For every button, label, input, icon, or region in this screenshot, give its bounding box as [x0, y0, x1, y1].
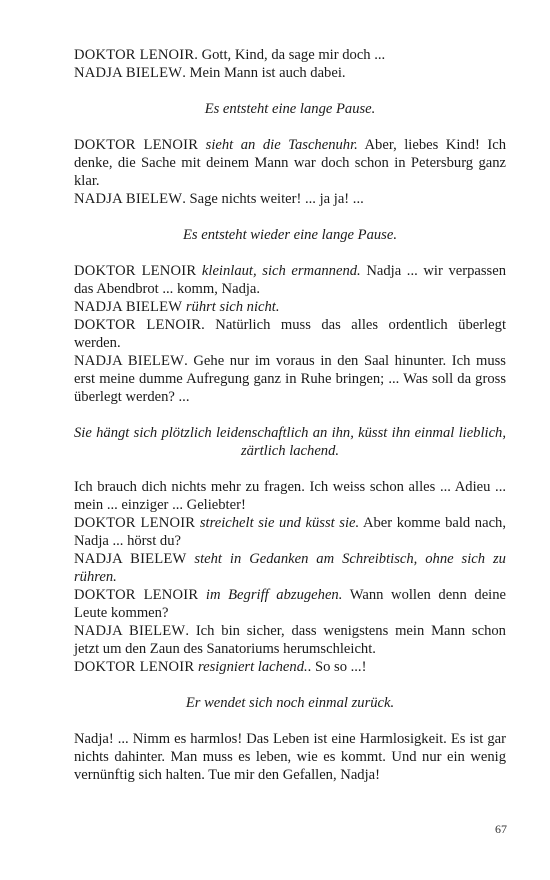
dialogue-text: . Gott, Kind, da sage mir doch ... [194, 47, 386, 63]
play-text [74, 46, 506, 784]
speaker-name: DOKTOR LENOIR [74, 587, 199, 603]
dialogue-text: . So so ...! [307, 659, 367, 675]
speaker-name: NADJA BIELEW [74, 353, 185, 369]
dialogue-line [74, 550, 506, 586]
dialogue-line [74, 190, 506, 208]
dialogue-line [74, 514, 506, 550]
inline-direction: im Begriff abzugehen. [205, 587, 343, 603]
page-number: 67 [495, 822, 507, 836]
dialogue-text: . Gehe nur im voraus in den Saal hinunter. Ich muss erst meine dumme Aufregung ganz in Ruhe bringen; ... Was soll da gross überlegt werden? ... [74, 353, 506, 405]
dialogue-line [74, 64, 506, 82]
inline-direction: resigniert lachend. [197, 659, 308, 675]
dialogue-text: Aber komme bald nach, Nadja ... hörst du? [74, 515, 507, 549]
dialogue-line [74, 262, 506, 298]
dialogue-line [74, 478, 506, 514]
dialogue-text: Nadja! ... Nimm es harmlos! Das Leben ist eine Harmlosigkeit. Es ist gar nichts dahinter. Man muss es leben, wie es kommt. Und nur ein wenig vernünftig sich halten. Tue mir den Gefallen, Nadja! [74, 731, 506, 783]
dialogue-text: . Sage nichts weiter! ... ja ja! ... [182, 191, 364, 207]
speaker-name: DOKTOR LENOIR [74, 263, 197, 279]
speaker-name: DOKTOR LENOIR [74, 137, 199, 153]
dialogue-text: Nadja ... wir verpassen das Abendbrot ... komm, Nadja. [74, 263, 506, 297]
dialogue-line [74, 46, 506, 64]
speaker-name: DOKTOR LENOIR [74, 659, 195, 675]
dialogue-line [74, 136, 506, 190]
dialogue-line [74, 298, 506, 316]
speaker-name: NADJA BIELEW [74, 551, 187, 567]
inline-direction: streichelt sie und küsst sie. [199, 515, 360, 531]
dialogue-line [74, 352, 506, 406]
dialogue-text: Aber, liebes Kind! Ich denke, die Sache mit deinem Mann war doch schon in Petersburg ganz klar. [74, 137, 506, 189]
speaker-name: DOKTOR LENOIR [74, 515, 196, 531]
inline-direction: kleinlaut, sich ermannend. [201, 263, 361, 279]
speaker-name: NADJA BIELEW [74, 191, 183, 207]
dialogue-text: . Ich bin sicher, dass wenigstens mein Mann schon jetzt um den Zaun des Sanatoriums herumschleicht. [74, 623, 506, 657]
inline-direction: steht in Gedanken am Schreibtisch, ohne sich zu rühren. [74, 551, 506, 585]
dialogue-text: . Natürlich muss das alles ordentlich überlegt werden. [74, 317, 506, 351]
speaker-name: NADJA BIELEW [74, 623, 186, 639]
dialogue-line [74, 622, 506, 658]
speaker-name: DOKTOR LENOIR [74, 317, 202, 333]
dialogue-line [74, 730, 506, 784]
dialogue-text: Wann wollen denn deine Leute kommen? [74, 587, 506, 621]
speaker-name: NADJA BIELEW [74, 299, 183, 315]
inline-direction: sieht an die Taschenuhr. [205, 137, 358, 153]
stage-direction: Sie hängt sich plötzlich leidenschaftlich an ihn, küsst ihn einmal lieblich, zärtlich lachend. [74, 425, 506, 459]
stage-direction: Es entsteht wieder eine lange Pause. [183, 227, 397, 243]
speaker-name: NADJA BIELEW [74, 65, 183, 81]
dialogue-text: . Mein Mann ist auch dabei. [182, 65, 346, 81]
inline-direction: rührt sich nicht. [185, 299, 280, 315]
dialogue-line [74, 658, 506, 676]
stage-direction: Er wendet sich noch einmal zurück. [185, 695, 395, 711]
dialogue-line [74, 316, 506, 352]
dialogue-text: Ich brauch dich nichts mehr zu fragen. Ich weiss schon alles ... Adieu ... mein ... einziger ... Geliebter! [74, 479, 506, 513]
stage-direction: Es entsteht eine lange Pause. [204, 101, 376, 117]
speaker-name: DOKTOR LENOIR [74, 47, 195, 63]
dialogue-line [74, 586, 506, 622]
